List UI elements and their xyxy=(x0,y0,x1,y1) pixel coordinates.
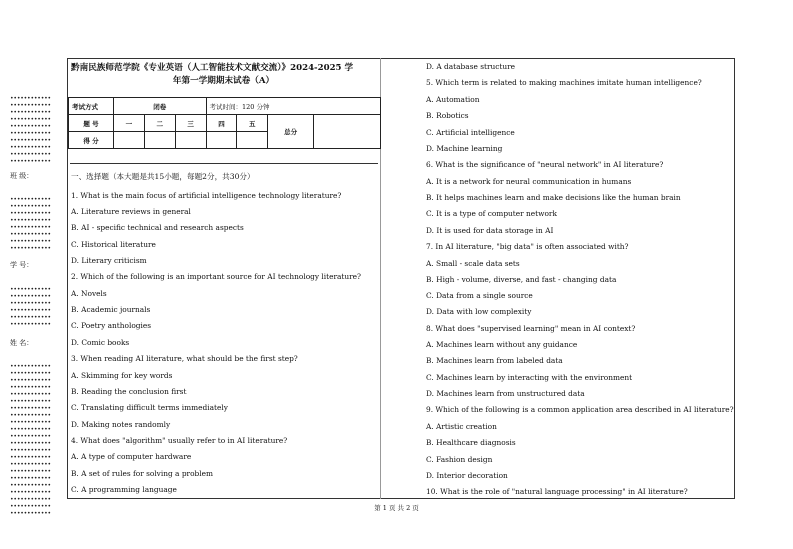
question-line: 3. When reading AI literature, what should be the first step? xyxy=(71,354,298,363)
option-line: B. Machines learn from labeled data xyxy=(426,356,563,365)
option-line: A. Literature reviews in general xyxy=(71,207,191,216)
option-line: D. Interior decoration xyxy=(426,471,508,480)
option-line: B. Robotics xyxy=(426,111,469,120)
name-label: 姓 名： xyxy=(10,339,34,347)
question-line: 10. What is the role of "natural language processing" in AI literature? xyxy=(426,487,688,496)
option-line: D. Machine learning xyxy=(426,144,503,153)
question-line: 2. Which of the following is an important source for AI technology literature? xyxy=(71,272,362,281)
seal-dots: •••••••••••• •••••••••••• •••••••••••• •••••••••••• •••••••••••• •••••••••••• xyxy=(10,286,51,328)
option-line: A. Skimming for key words xyxy=(71,371,173,380)
question-line: 4. What does "algorithm" usually refer to in AI literature? xyxy=(71,436,288,445)
option-line: D. A database structure xyxy=(426,62,516,71)
section-rule xyxy=(70,163,378,164)
total-cell xyxy=(314,115,381,149)
option-line: C. It is a type of computer network xyxy=(426,209,557,218)
option-line: C. Translating difficult terms immediately xyxy=(71,403,228,412)
binding-strip xyxy=(8,95,66,535)
score-cell xyxy=(144,132,175,149)
exam-mode-value: 闭卷 xyxy=(114,98,207,115)
col-2: 二 xyxy=(144,115,175,132)
question-line: 5. Which term is related to making machines imitate human intelligence? xyxy=(426,78,702,87)
option-line: A. Automation xyxy=(426,95,480,104)
page-footer: 第 1 页 共 2 页 xyxy=(374,504,419,512)
option-line: D. Making notes randomly xyxy=(71,420,171,429)
option-line: D. Literary criticism xyxy=(71,256,147,265)
option-line: B. Healthcare diagnosis xyxy=(426,438,516,447)
option-line: A. Machines learn without any guidance xyxy=(426,340,578,349)
option-line: C. Data from a single source xyxy=(426,291,533,300)
option-line: C. Fashion design xyxy=(426,455,493,464)
title-line-1: 黔南民族师范学院《专业英语（人工智能技术文献交流）》2024-2025 学 xyxy=(71,63,354,73)
option-line: A. Artistic creation xyxy=(426,422,497,431)
col-4: 四 xyxy=(206,115,237,132)
seal-dots: •••••••••••• •••••••••••• •••••••••••• •••••••••••• •••••••••••• •••••••••••• •••••••••••• •••••••••••• •••••••••••• •••••••••••• xyxy=(10,95,51,165)
seal-dots: •••••••••••• •••••••••••• •••••••••••• •••••••••••• •••••••••••• •••••••••••• •••••••••••• •••••••••••• xyxy=(10,196,51,252)
score-cell xyxy=(206,132,237,149)
col-3: 三 xyxy=(175,115,206,132)
exam-mode-label: 考试方式 xyxy=(69,98,114,115)
option-line: B. Reading the conclusion first xyxy=(71,387,187,396)
col-5: 五 xyxy=(237,115,268,132)
title-line-2: 年第一学期期末试卷（A） xyxy=(172,76,275,86)
question-line: 1. What is the main focus of artificial intelligence technology literature? xyxy=(71,191,342,200)
option-line: C. A programming language xyxy=(71,485,177,494)
option-line: B. AI - specific technical and research aspects xyxy=(71,223,244,232)
option-line: C. Poetry anthologies xyxy=(71,321,152,330)
option-line: D. Machines learn from unstructured data xyxy=(426,389,585,398)
option-line: D. Data with low complexity xyxy=(426,307,532,316)
option-line: D. It is used for data storage in AI xyxy=(426,226,554,235)
score-cell xyxy=(114,132,145,149)
class-label: 班 级： xyxy=(10,172,34,180)
score-cell xyxy=(175,132,206,149)
total-label: 总分 xyxy=(268,115,314,149)
option-line: B. A set of rules for solving a problem xyxy=(71,469,214,478)
option-line: A. Small - scale data sets xyxy=(426,259,520,268)
question-line: 8. What does "supervised learning" mean in AI context? xyxy=(426,324,636,333)
question-line: 9. Which of the following is a common application area described in AI literature? xyxy=(426,405,734,414)
score-row-label: 得 分 xyxy=(69,132,114,149)
exam-title xyxy=(71,62,376,88)
student-id-label: 学 号： xyxy=(10,261,34,269)
option-line: D. Comic books xyxy=(71,338,130,347)
option-line: C. Artificial intelligence xyxy=(426,128,515,137)
question-line: 6. What is the significance of "neural network" in AI literature? xyxy=(426,160,664,169)
option-line: B. It helps machines learn and make decisions like the human brain xyxy=(426,193,681,202)
option-line: A. Novels xyxy=(71,289,107,298)
option-line: C. Machines learn by interacting with the environment xyxy=(426,373,633,382)
score-cell xyxy=(237,132,268,149)
option-line: A. It is a network for neural communication in humans xyxy=(426,177,632,186)
seal-dots: •••••••••••• •••••••••••• •••••••••••• •••••••••••• •••••••••••• •••••••••••• •••••••••••• •••••••••••• •••••••••••• •••••••••••• •••••••••••• •••••••••••• •••••••••••• •••••••••••• •••••••••••• •••••••••••• •••••••••••• •••••••••••• •••••••••••• •••••••••••• •••••••••••• •••••••••••• xyxy=(10,363,51,517)
option-line: B. Academic journals xyxy=(71,305,151,314)
question-line: 7. In AI literature, "big data" is often associated with? xyxy=(426,242,629,251)
option-line: C. Historical literature xyxy=(71,240,156,249)
option-line: B. High - volume, diverse, and fast - changing data xyxy=(426,275,617,284)
section-heading: 一、选择题（本大题是共15小题，每题2分，共30分） xyxy=(71,172,255,181)
question-number-label: 题 号 xyxy=(69,115,114,132)
col-1: 一 xyxy=(114,115,145,132)
exam-time: 考试时间：120 分钟 xyxy=(206,98,380,115)
option-line: A. A type of computer hardware xyxy=(71,452,192,461)
score-table xyxy=(68,97,381,149)
